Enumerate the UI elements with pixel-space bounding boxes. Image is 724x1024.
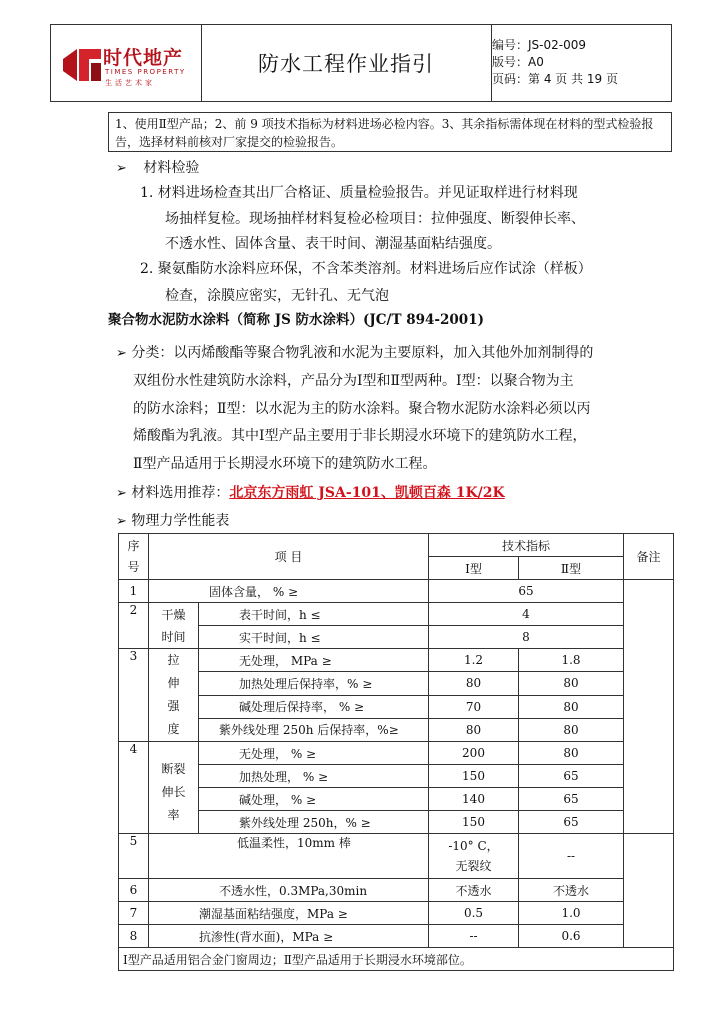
table-row: 加热处理， % ≥ 150 65 <box>119 765 674 788</box>
arrow-bullet-icon: ➢ <box>116 486 127 501</box>
document-meta <box>492 37 670 88</box>
logo-slogan: 生活艺术家 <box>105 79 155 87</box>
table-row: 加热处理后保持率，% ≥ 80 80 <box>119 672 674 695</box>
table-row: 碱处理， % ≥ 140 65 <box>119 788 674 811</box>
table-row: 6 不透水性，0.3MPa,30min 不透水 不透水 <box>119 879 674 902</box>
document-header <box>50 24 672 102</box>
table-row: 8 抗渗性(背水面)，MPa ≥ -- 0.6 <box>119 925 674 948</box>
material-check-item1-line3: 不透水性、固体含量、表干时间、潮湿基面粘结强度。 <box>165 236 501 252</box>
table-row: 紫外线处理 250h 后保持率，%≥ 80 80 <box>119 718 674 741</box>
arrow-bullet-icon: ➢ <box>116 514 127 529</box>
physical-properties-table <box>118 533 674 971</box>
recommendation-label: 材料选用推荐： <box>131 485 230 501</box>
top-note-box: 1、使用Ⅱ型产品；2、前 9 项技术指标为材料进场必检内容。3、其余指标需体现在材料的型式检验报告，选择材料前核对厂家提交的检验报告。 <box>108 112 672 152</box>
table-row: 碱处理后保持率， % ≥ 70 80 <box>119 695 674 718</box>
classification-line5: Ⅱ型产品适用于长期浸水环境下的建筑防水工程。 <box>133 456 437 472</box>
classification-line4: 烯酸酯为乳液。其中Ⅰ型产品主要用于非长期浸水环境下的建筑防水工程， <box>133 428 587 444</box>
classification-line2: 双组份水性建筑防水涂料，产品分为Ⅰ型和Ⅱ型两种。Ⅰ型：以聚合物为主 <box>133 373 574 389</box>
header-spec: 技术指标 <box>429 534 624 557</box>
recommendation <box>116 482 505 502</box>
note-cell <box>624 580 674 834</box>
logo-english-name: TIMES PROPERTY <box>105 68 186 76</box>
header-seq: 序 号 <box>119 534 149 580</box>
table-row: 实干时间，h ≤ 8 <box>119 626 674 649</box>
classification-line3: 的防水涂料；Ⅱ型：以水泥为主的防水涂料。聚合物水泥防水涂料必须以丙 <box>133 401 591 417</box>
doc-version: 版号：A0 <box>492 55 544 69</box>
section-title: 聚合物水泥防水涂料（简称 JS 防水涂料）(JC/T 894-2001) <box>108 312 484 328</box>
logo-cell <box>51 25 202 101</box>
material-check-item1-line2: 场抽样复检。现场抽样材料复检必检项目：拉伸强度、断裂伸长率、 <box>165 211 585 227</box>
doc-number: 编号：JS-02-009 <box>492 38 586 52</box>
table-row: 紫外线处理 250h，% ≥ 150 65 <box>119 811 674 834</box>
document-title: 防水工程作业指引 <box>201 25 492 101</box>
arrow-bullet-icon: ➢ <box>116 346 127 361</box>
header-type1: Ⅰ型 <box>429 557 519 580</box>
table-row: 7 潮湿基面粘结强度，MPa ≥ 0.5 1.0 <box>119 902 674 925</box>
header-type2: Ⅱ型 <box>519 557 624 580</box>
logo-chinese-name: 时代地产 <box>103 47 184 69</box>
table-footer-row: Ⅰ型产品适用铝合金门窗周边；Ⅱ型产品适用于长期浸水环境部位。 <box>119 948 674 971</box>
doc-page-number: 页码：第 4 页 共 19 页 <box>492 72 618 86</box>
recommendation-value: 北京东方雨虹 JSA-101、凯顿百森 1K/2K <box>229 485 505 501</box>
material-check-item2-line1: 2. 聚氨酯防水涂料应环保，不含苯类溶剂。材料进场后应作试涂（样板） <box>140 261 592 277</box>
header-item: 项 目 <box>149 534 429 580</box>
arrow-bullet-icon: ➢ <box>116 161 127 176</box>
table-heading: ➢ 物理力学性能表 <box>116 513 230 529</box>
company-logo-icon <box>61 45 103 85</box>
note-cell <box>624 834 674 948</box>
table-row: 2 干燥 时间 表干时间，h ≤ 4 <box>119 603 674 626</box>
header-note: 备注 <box>624 534 674 580</box>
table-row: 1 固体含量， % ≥ 65 <box>119 580 674 603</box>
table-header-row <box>119 534 674 557</box>
table-row: 4 断裂 伸长 率 无处理， % ≥ 200 80 <box>119 742 674 765</box>
material-check-heading: ➢ 材料检验 <box>116 160 200 176</box>
table-row: 3 拉 伸 强 度 无处理， MPa ≥ 1.2 1.8 <box>119 649 674 672</box>
table-row: 5 低温柔性，10mm 棒 -10° C， 无裂纹 -- <box>119 834 674 879</box>
material-check-item1-line1: 1. 材料进场检查其出厂合格证、质量检验报告。并见证取样进行材料现 <box>140 185 578 201</box>
classification-line1: ➢ 分类：以丙烯酸酯等聚合物乳液和水泥为主要原料，加入其他外加剂制得的 <box>116 345 594 361</box>
material-check-item2-line2: 检查，涂膜应密实，无针孔、无气泡 <box>165 288 389 304</box>
